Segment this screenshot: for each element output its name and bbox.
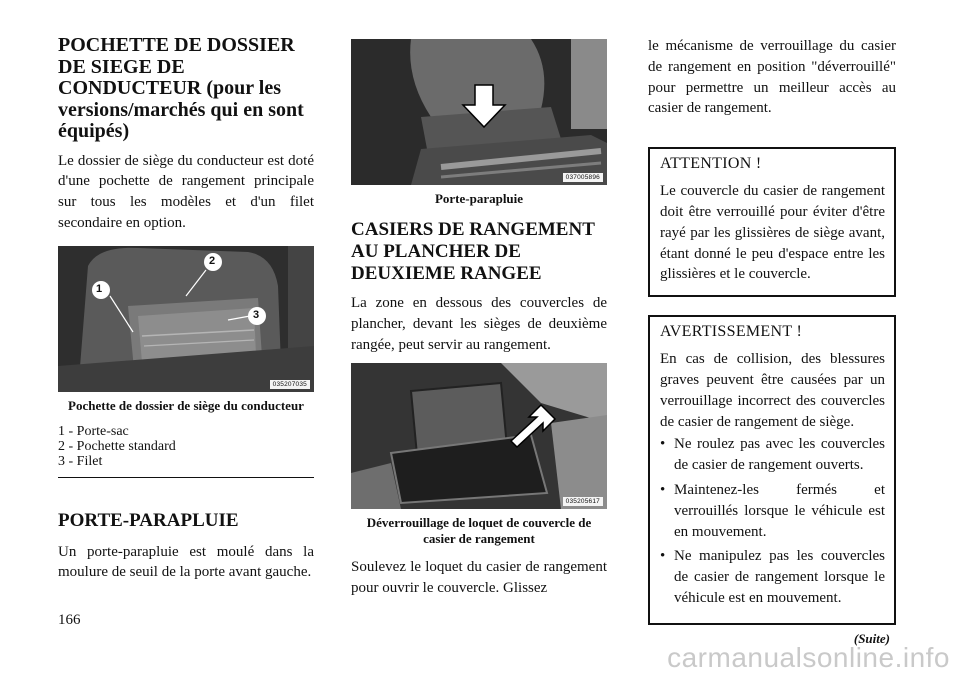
warning-list [660, 434, 885, 608]
column-right [648, 34, 896, 647]
umbrella-holder-illustration [351, 39, 607, 185]
figure-caption: Pochette de dossier de siège du conducteur [68, 397, 304, 413]
callout-3: 3 [253, 308, 260, 321]
paragraph-latch: Soulevez le loquet du casier de rangement pour ouvrir le couvercle. Glissez [351, 559, 607, 597]
bullet-icon: • [660, 436, 666, 453]
callout-2: 2 [209, 254, 216, 267]
paragraph-seatback-pocket: Le dossier de siège du conducteur est doté d'une pochette de rangement principale sur tous les modèles et d'un filet secondaire en option. [58, 152, 314, 231]
warning-title: AVERTISSEMENT ! [660, 323, 803, 341]
section-title-floor-storage: CASIERS DE RANGEMENT AU PLANCHER DE DEUXIEME RANGEE [351, 219, 595, 284]
figure-seatback-pocket [58, 246, 314, 392]
divider [58, 477, 314, 478]
page-number: 166 [58, 612, 81, 628]
bullet-icon: • [660, 548, 666, 565]
figure-umbrella-holder [351, 39, 607, 185]
storage-latch-illustration [351, 363, 607, 509]
attention-text: Le couvercle du casier de rangement doit être verrouillé pour éviter d'être rayé par les glissières de siège avant, étant donné le peu d'espace entre les glissières et le couvercle. [660, 183, 885, 283]
section-title-umbrella-holder: PORTE-PARAPLUIE [58, 509, 239, 531]
paragraph-floor-storage: La zone en dessous des couvercles de plancher, devant les sièges de deuxième rangée, peut servir au rangement. [351, 295, 607, 353]
figure-storage-latch [351, 363, 607, 509]
continued-label: (Suite) [853, 630, 890, 646]
attention-box [648, 147, 896, 297]
warning-bullet: • Ne roulez pas avec les couvercles de casier de rangement ouverts. [660, 436, 885, 474]
section-title-seatback-pocket: POCHETTE DE DOSSIER DE SIEGE DE CONDUCTEUR (pour les versions/marchés qui en sont équipés) [58, 34, 304, 142]
column-middle [351, 34, 607, 599]
paragraph-unlock: le mécanisme de verrouillage du casier de rangement en position "déverrouillé" pour permettre un meilleur accès au casier de rangement. [648, 38, 896, 117]
figure-caption: Déverrouillage de loquet de couvercle de casier de rangement [366, 515, 592, 547]
paragraph-umbrella-holder: Un porte-parapluie est moulé dans la moulure de seuil de la porte avant gauche. [58, 543, 314, 581]
figure-code: 037005896 [563, 173, 603, 182]
bullet-icon: • [660, 481, 666, 498]
figure-code: 035207035 [270, 380, 310, 389]
attention-title: ATTENTION ! [660, 155, 762, 173]
legend-item: 3 - Filet [58, 453, 103, 469]
legend-item: 2 - Pochette standard [58, 438, 176, 454]
column-left [58, 34, 314, 583]
callout-1: 1 [96, 282, 103, 295]
watermark: carmanualsonline.info [667, 642, 950, 673]
legend-item: 1 - Porte-sac [58, 423, 129, 439]
figure-caption: Porte-parapluie [434, 191, 524, 206]
warning-bullet: • Ne manipulez pas les couvercles de casier de rangement lorsque le véhicule est en mouvement. [660, 548, 885, 606]
warning-box [648, 315, 896, 625]
seatback-pocket-illustration [58, 246, 314, 392]
figure-legend [58, 424, 314, 469]
warning-bullet: • Maintenez-les fermés et verrouillés lorsque le véhicule est en mouvement. [660, 481, 885, 540]
figure-code: 035205617 [563, 497, 603, 506]
warning-text: En cas de collision, des blessures graves peuvent être causées par un verrouillage incorrect des couvercles de casier de rangement de siège. [660, 351, 885, 430]
